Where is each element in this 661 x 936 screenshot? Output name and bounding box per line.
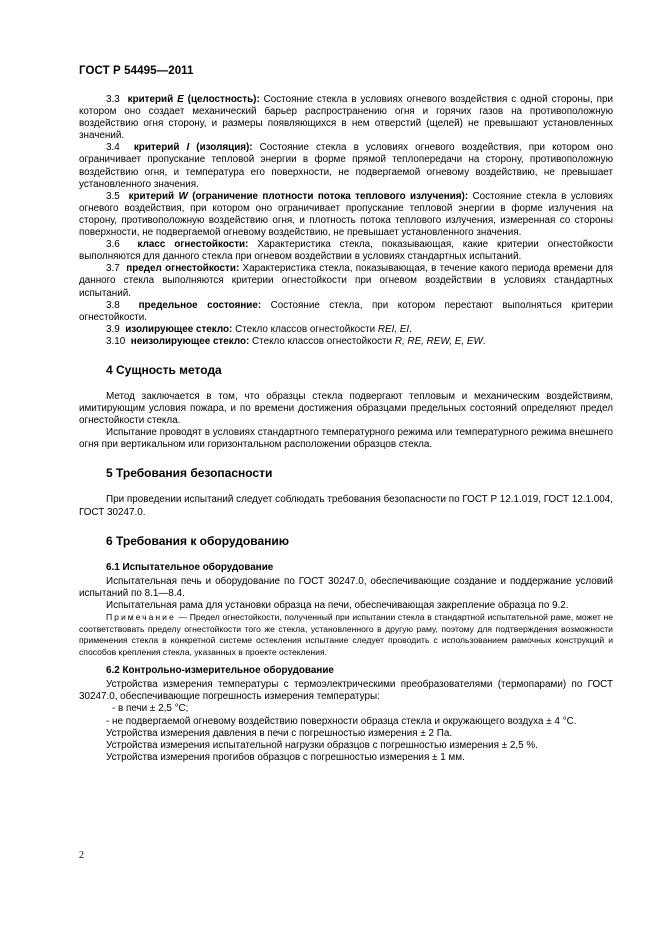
section-4-paragraph: Испытание проводят в условиях стандартного температурного режима или температурного режима внешнего огня при вертикальном или горизонтальном расположении образцов стекла.: [79, 427, 613, 451]
dash-list-item: - не подвергаемой огневому воздействию поверхности образца стекла и окружающего воздуха ± 4 °С.: [106, 715, 577, 727]
definition-3-8: 3.8 предельное состояние: Состояние стекла, при котором перестают выполняться критерии огнестойкости.: [79, 299, 613, 323]
note: [79, 612, 613, 658]
definition-3-5: 3.5 критерий W (ограничение плотности потока теплового излучения): Состояние стекла в условиях огневого воздействия, при котором оно ограничивает пропускание тепловой энергии в форме излучения на сторону, противоположную воздействию огня, и плотность потока теплового излучения, измеренная со стороны поверхности, не подвергаемой огневому воздействию, не превышает установленного значения.: [79, 190, 613, 239]
section-4-paragraph: Метод заключается в том, что образцы стекла подвергают тепловым и механическим воздействиям, имитирующим условия пожара, и по времени достижения образцами предельных состояний определяют предел огнестойкости стекла.: [79, 390, 613, 427]
subsection-6-1-heading: 6.1 Испытательное оборудование: [106, 561, 274, 573]
definition-3-3: 3.3 критерий E (целостность): Состояние стекла в условиях огневого воздействия с одной стороны, при котором оно создает механический барьер распространению огня и горячих газов на противоположную воздействию огня сторону, и размеры появляющихся в нем отверстий (щелей) не превышают установленных значений.: [79, 94, 613, 142]
page-header: ГОСТ Р 54495—2011: [79, 65, 194, 77]
section-6-paragraph: Устройства измерения температуры с термоэлектрическими преобразователями (термопарами) по ГОСТ 30247.0, обеспечивающие погрешность измерения температуры:: [79, 679, 613, 703]
section-4-heading: 4 Сущность метода: [106, 362, 222, 377]
definition-3-4: 3.4 критерий I (изоляция): Состояние стекла в условиях огневого воздействия, при котором оно ограничивает пропускание тепловой энергии в форме прямой теплопередачи на сторону, противоположную воздействию огня, и температура его поверхности, не подвергаемой огневому воздействию, не превышает установленного значения.: [79, 142, 613, 190]
page-number: 2: [79, 850, 84, 861]
section-6-heading: 6 Требования к оборудованию: [106, 533, 289, 548]
subsection-6-2-heading: 6.2 Контрольно-измерительное оборудование: [106, 665, 334, 677]
note-text: — Предел огнестойкости, полученный при испытании стекла в стандартной испытательной раме, может не соответствовать пределу огнестойкости того же стекла, установленного в другую раму, поэтому для подтверждения возможности применения стекла в конкретной системе остекления испытание следует проводить с использованием рамочных конструкций и способов крепления стекла, указанных в проекте остекления.: [79, 611, 613, 657]
section-5-heading: 5 Требования безопасности: [106, 466, 273, 481]
section-6-paragraph: Устройства измерения давления в печи с погрешностью измерения ± 2 Па.: [106, 727, 453, 739]
section-6-paragraph: Испытательная рама для установки образца на печи, обеспечивающая закрепление образца по 9.2.: [106, 599, 569, 611]
definition-3-7: 3.7 предел огнестойкости: Характеристика стекла, показывающая, в течение какого периода времени для данного стекла выполняются критерии огнестойкости при огневом воздействии в условиях стандартных испытаний.: [79, 263, 613, 299]
note-label: Примечание: [106, 611, 176, 622]
document-body: [79, 94, 613, 764]
section-6-paragraph: Испытательная печь и оборудование по ГОСТ 30247.0, обеспечивающие создание и поддержание условий испытаний по 8.1—8.4.: [79, 575, 613, 599]
definition-3-10: 3.10 неизолирующее стекло: Стекло классов огнестойкости R, RE, REW, E, EW.: [106, 335, 486, 347]
definition-3-6: 3.6 класс огнестойкости: Характеристика стекла, показывающая, какие критерии огнестойкости выполняются для данного стекла при огневом воздействии в условиях стандартных испытаний.: [79, 239, 613, 263]
section-6-paragraph: Устройства измерения прогибов образцов с погрешностью измерения ± 1 мм.: [106, 751, 465, 763]
section-6-paragraph: Устройства измерения испытательной нагрузки образцов с погрешностью измерения ± 2,5 %.: [106, 739, 538, 751]
definition-3-9: 3.9 изолирующее стекло: Стекло классов огнестойкости REI, EI.: [106, 323, 412, 335]
dash-list-item: - в печи ± 2,5 °С;: [112, 703, 189, 715]
section-5-paragraph: При проведении испытаний следует соблюдать требования безопасности по ГОСТ Р 12.1.019, ГОСТ 12.1.004, ГОСТ 30247.0.: [79, 494, 613, 518]
